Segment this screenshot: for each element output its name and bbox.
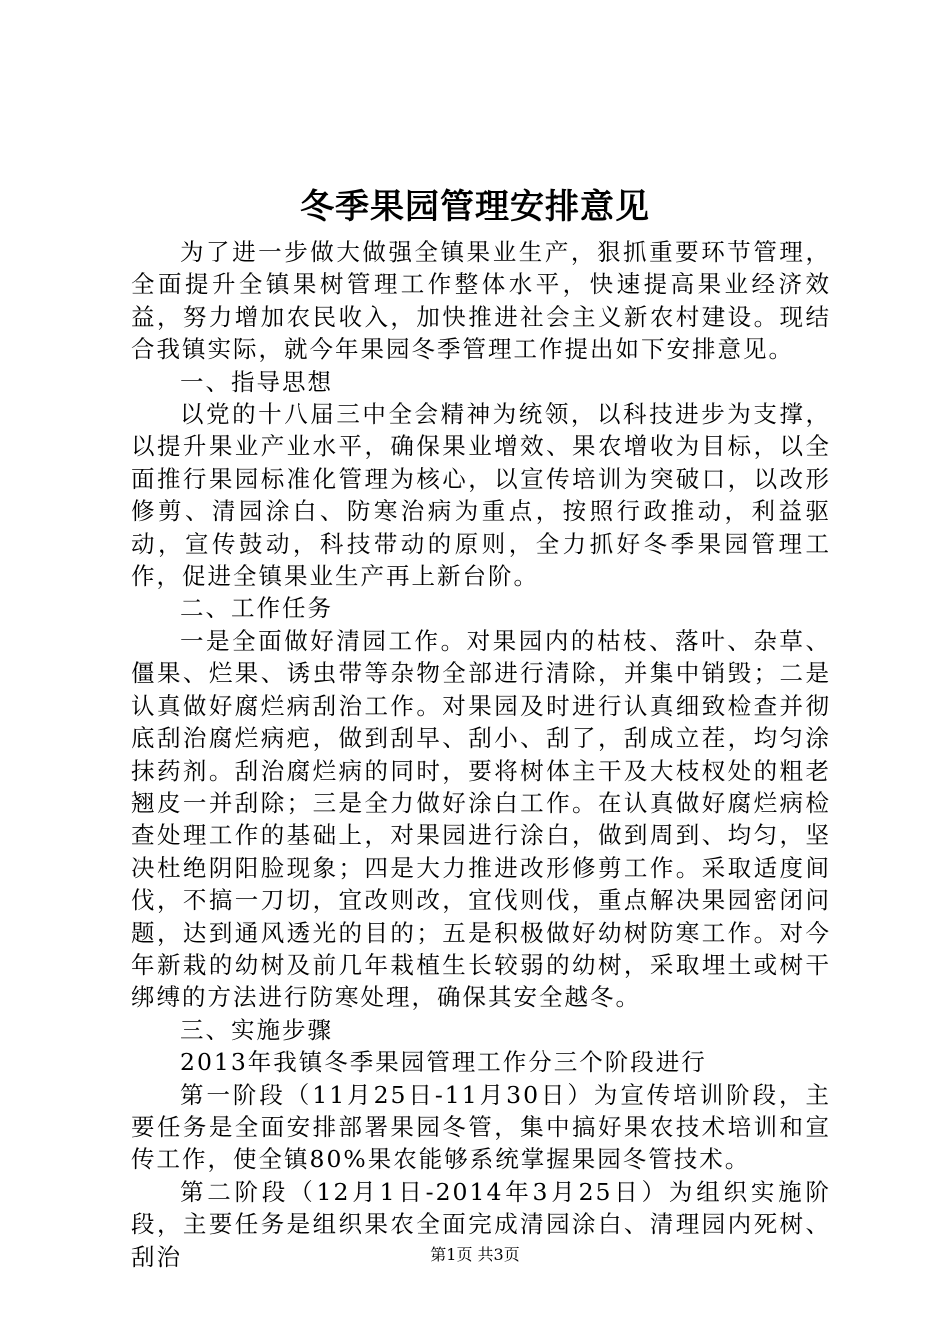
section-heading-steps: 三、实施步骤 [180,1015,333,1044]
document-title: 冬季果园管理安排意见 [300,187,650,227]
section-heading-guiding-ideology: 一、指导思想 [180,367,333,396]
section-heading-tasks: 二、工作任务 [180,594,333,623]
intro-paragraph: 为了进一步做大做强全镇果业生产，狠抓重要环节管理，全面提升全镇果树管理工作整体水平，快速提高果业经济效益，努力增加农民收入，加快推进社会主义新农村建设。现结合我镇实际，就今年果园冬季管理工作提出如下安排意见。 [131,238,831,364]
document-body [131,236,831,1273]
page-number: 第1页 共3页 [430,1245,520,1264]
steps-intro-paragraph: 2013年我镇冬季果园管理工作分三个阶段进行 [180,1048,707,1077]
tasks-paragraph: 一是全面做好清园工作。对果园内的枯枝、落叶、杂草、僵果、烂果、诱虫带等杂物全部进行清除，并集中销毁；二是认真做好腐烂病刮治工作。对果园及时进行认真细致检查并彻底刮治腐烂病疤，做到刮早、刮小、刮了，刮成立茬，均匀涂抹药剂。刮治腐烂病的同时，要将树体主干及大枝杈处的粗老翘皮一并刮除；三是全力做好涂白工作。在认真做好腐烂病检查处理工作的基础上，对果园进行涂白，做到周到、均匀，坚决杜绝阴阳脸现象；四是大力推进改形修剪工作。采取适度间伐，不搞一刀切，宜改则改，宜伐则伐，重点解决果园密闭问题，达到通风透光的目的；五是积极做好幼树防寒工作。对今年新栽的幼树及前几年栽植生长较弱的幼树，采取埋土或树干绑缚的方法进行防寒处理，确保其安全越冬。 [131,626,831,1012]
stage-one-paragraph: 第一阶段（11月25日-11月30日）为宣传培训阶段，主要任务是全面安排部署果园冬管，集中搞好果农技术培训和宣传工作，使全镇80%果农能够系统掌握果园冬管技术。 [131,1080,831,1174]
guiding-ideology-paragraph: 以党的十八届三中全会精神为统领，以科技进步为支撑，以提升果业产业水平，确保果业增效、果农增收为目标，以全面推行果园标准化管理为核心，以宣传培训为突破口，以改形修剪、清园涂白、防寒治病为重点，按照行政推动，利益驱动，宣传鼓动，科技带动的原则，全力抓好冬季果园管理工作，促进全镇果业生产再上新台阶。 [131,400,831,591]
stage-two-paragraph: 第二阶段（12月1日-2014年3月25日）为组织实施阶段，主要任务是组织果农全面完成清园涂白、清理园内死树、刮治 [131,1177,831,1271]
